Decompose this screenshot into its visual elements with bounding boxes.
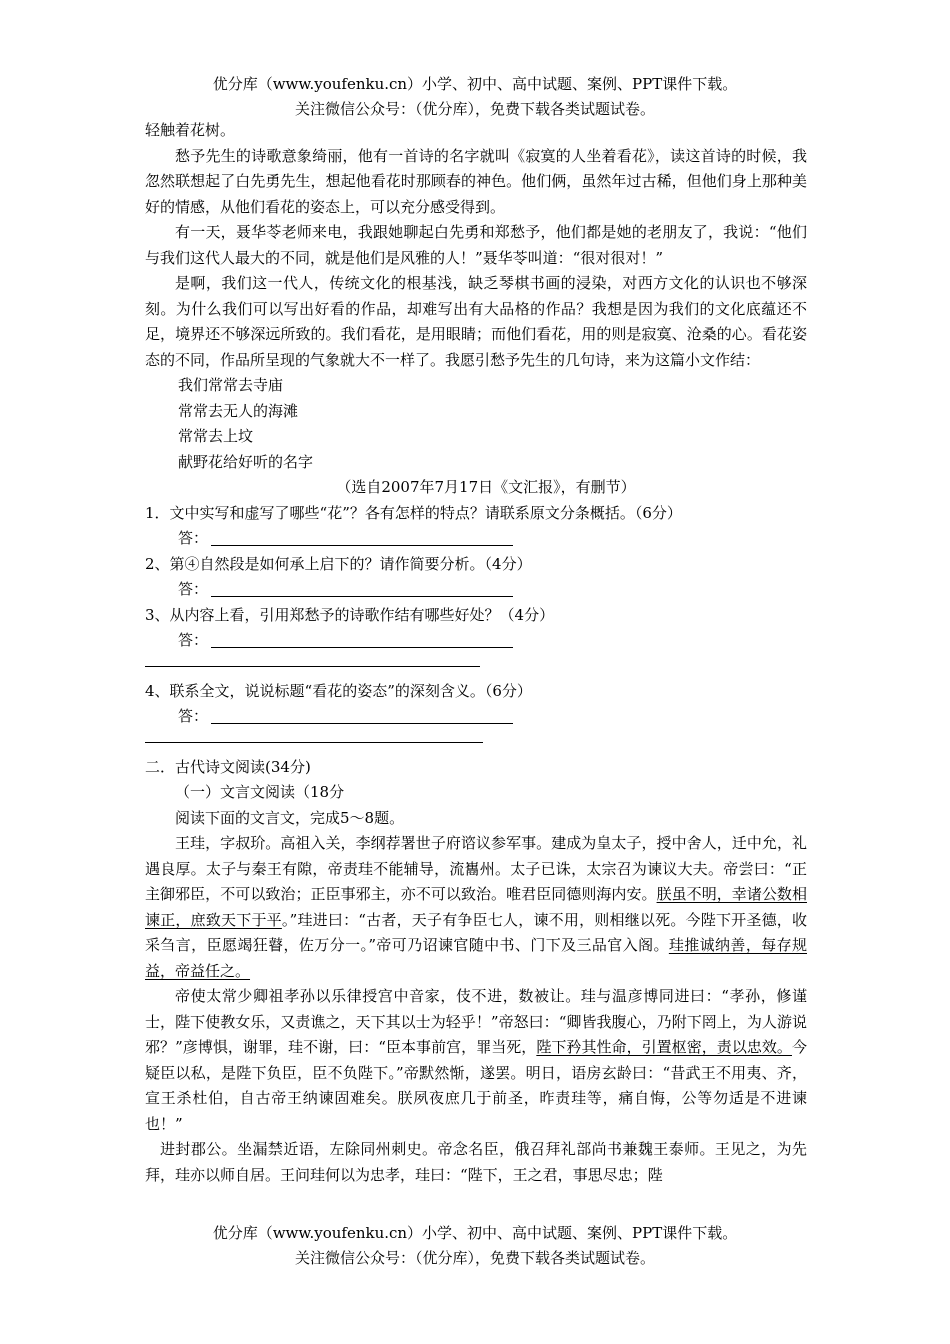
answer-extra-line[interactable] (145, 730, 483, 743)
answer-label: 答： (178, 580, 209, 598)
answer-row-1 (145, 526, 807, 552)
question-1: 1．文中实写和虚写了哪些“花”？各有怎样的特点？请联系原文分条概括。（6分） (145, 503, 682, 522)
poem-line: 常常去无人的海滩 (178, 401, 299, 420)
answer-blank-line[interactable] (211, 628, 513, 648)
underlined-sentence: 珪推诚纳善，每存规益，帝益任之。 (145, 936, 807, 980)
header-line-2: 关注微信公众号：（优分库），免费下载各类试题试卷。 (294, 100, 655, 118)
answer-row-4 (145, 704, 807, 730)
answer-label: 答： (178, 529, 209, 547)
text-segment: 。”珪进曰：“古者，天子有争臣七人，谏不用，则相继以死。今陛下开圣德，收采刍言，臣愿竭狂瞽，佐万分一。”帝可乃诏谏官随中书、门下及三品官入阁。 (145, 910, 807, 954)
article-paragraph: 愁予先生的诗歌意象绮丽，他有一首诗的名字就叫《寂寞的人坐着看花》，读这首诗的时候，我忽然联想起了白先勇先生，想起他看花时那顾春的神色。他们俩，虽然年过古稀，但他们身上那种美好的情感，从他们看花的姿态上，可以充分感受得到。 (145, 146, 807, 216)
poem-line: 我们常常去寺庙 (178, 376, 284, 394)
section-title: 二．古代诗文阅读(34分) (145, 757, 311, 776)
text-segment: 王珪，字叔玠。高祖入关，李纲荐署世子府谘议参军事。建成为皇太子，授中舍人，迁中允，礼遇良厚。太子与秦王有隙，帝责珪不能辅导，流巂州。太子已诛，太宗召为谏议大夫。帝尝曰：“正主御邪臣，不可以致治；正臣事邪主，亦不可以致治。唯君臣同德则海内安。 (145, 834, 807, 903)
main-content (145, 118, 807, 1188)
footer-line-2: 关注微信公众号：（优分库），免费下载各类试题试卷。 (294, 1249, 655, 1267)
article-paragraph: 轻触着花树。 (145, 121, 236, 139)
underlined-sentence: 陛下矜其性命，引置枢密，责以忠效。 (536, 1038, 792, 1056)
instruction: 阅读下面的文言文，完成5～8题。 (175, 808, 405, 827)
classical-paragraph (145, 831, 807, 984)
question-3: 3、从内容上看，引用郑愁予的诗歌作结有哪些好处？（4分） (145, 605, 555, 624)
answer-label: 答： (178, 631, 209, 649)
poem-line: 常常去上坟 (178, 427, 254, 445)
answer-blank-line[interactable] (211, 704, 513, 724)
question-2: 2、第④自然段是如何承上启下的？请作简要分析。（4分） (145, 554, 532, 573)
answer-blank-line[interactable] (211, 526, 513, 546)
answer-row-2 (145, 577, 807, 603)
answer-label: 答： (178, 707, 209, 725)
classical-paragraph: 进封郡公。坐漏禁近语，左除同州刺史。帝念名臣，俄召拜礼部尚书兼魏王泰师。王见之，为先拜，珪亦以师自居。王问珪何以为忠孝，珪曰：“陛下，王之君，事思尽忠；陛 (145, 1140, 807, 1184)
article-source: （选自2007年7月17日《文汇报》，有删节） (336, 478, 636, 496)
underlined-sentence: 朕虽不明，幸诸公数相谏正，庶致天下于平 (145, 885, 807, 929)
article-paragraph: 有一天，聂华苓老师来电，我跟她聊起白先勇和郑愁予，他们都是她的老朋友了，我说：“他们与我们这代人最大的不同，就是他们是风雅的人！”聂华苓叫道：“很对很对！” (145, 223, 807, 267)
subsection-title: （一）文言文阅读（18分 (175, 783, 345, 801)
header-line-1: 优分库（www.youfenku.cn）小学、初中、高中试题、案例、PPT课件下载。 (212, 75, 738, 93)
question-4: 4、联系全文，说说标题“看花的姿态”的深刻含义。（6分） (145, 681, 532, 700)
text-segment: 帝使太常少卿祖孝孙以乐律授宫中音家，伎不进，数被让。珪与温彦博同进曰：“孝孙，修谨士，陛下使教女乐，又责谯之，天下其以士为轻乎！”帝怒曰：“卿皆我腹心，乃附下罔上，为人游说邪？”彦博惧，谢罪，珪不谢，曰：“臣本事前宫，罪当死， (145, 987, 807, 1056)
article-paragraph: 是啊，我们这一代人，传统文化的根基浅，缺乏琴棋书画的浸染，对西方文化的认识也不够深刻。为什么我们可以写出好看的作品，却难写出有大品格的作品？我想是因为我们的文化底蕴还不足，境界还不够深远所致的。我们看花，是用眼睛；而他们看花，用的则是寂寞、沧桑的心。看花姿态的不同，作品所呈现的气象就大不一样了。我愿引愁予先生的几句诗，来为这篇小文作结： (145, 274, 807, 369)
answer-blank-line[interactable] (211, 577, 513, 597)
text-segment: 今疑臣以私，是陛下负臣，臣不负陛下。”帝默然惭，遂罢。明日，语房玄龄曰：“昔武王不用夷、齐，宣王杀杜伯，自古帝王纳谏固难矣。朕夙夜庶几于前圣，昨责珪等，痛自悔，公等勿适是不进谏也！” (145, 1038, 807, 1133)
footer-line-1: 优分库（www.youfenku.cn）小学、初中、高中试题、案例、PPT课件下载。 (212, 1224, 738, 1242)
answer-row-3 (145, 628, 807, 654)
poem-line: 献野花给好听的名字 (178, 452, 314, 471)
answer-extra-line[interactable] (145, 654, 480, 667)
classical-paragraph (145, 984, 807, 1137)
